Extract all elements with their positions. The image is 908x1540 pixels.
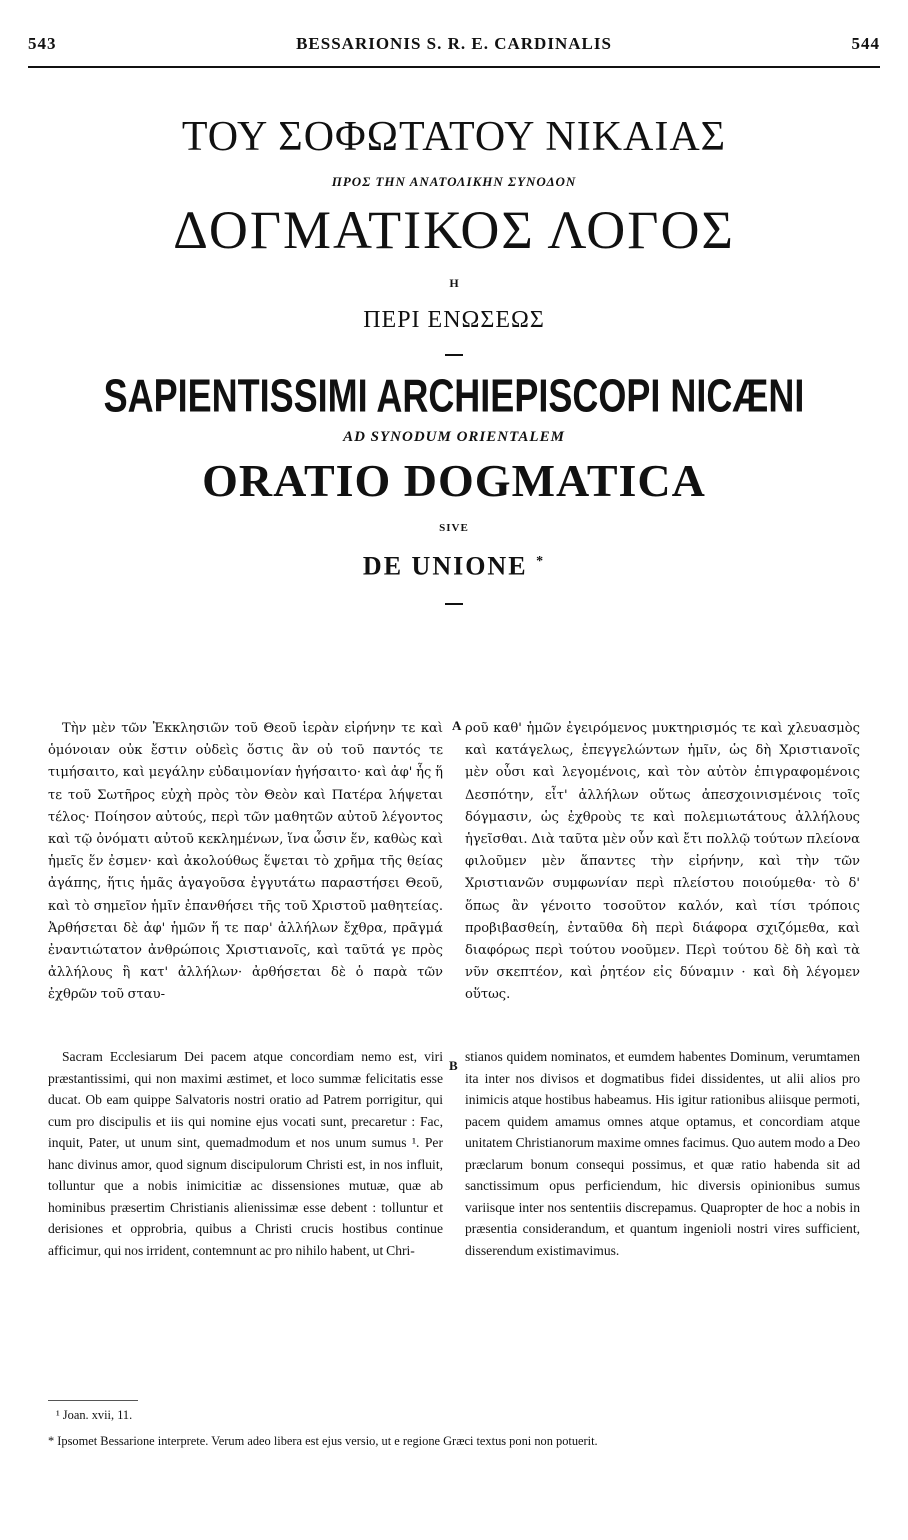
greek-subtitle: ΠΡΟΣ ΤΗΝ ΑΝΑΤΟΛΙΚΗΝ ΣΥΝΟΔΟΝ <box>331 174 577 189</box>
greek-paragraph-right: ροῦ καθ' ἡμῶν ἐγειρόμενος μυκτηρισμός τε καὶ χλευασμὸς καὶ κατάγελως, ἐπεγγελώντων ἡμῖν, ὡς δὴ Χριστιανοῖς μὲν οὖσι καὶ λεγομένοις, καὶ τὸν αὐτὸν ἐπιγραφομένοις Δεσπότην, εἶτ' ἀλλήλων οὕτως ἀπεσχοινισμένοις τοῖς δόγμασιν, ὡς ἐχθροὺς τε καὶ πολεμιωτάτους ἀλλήλους ἡγεῖσθαι. Διὰ ταῦτα μὲν οὖν καὶ ἔτι πολλῷ τούτων πλείονα φιλοῦμεν μὲν ἅπαντες τὴν εἰρήνην, καὶ τὴν τῶν Χριστιανῶν συμφωνίαν περὶ πλείστου ποιούμεθα· τὸ δ' ὅπως ἂν γένοιτο τοσοῦτον καλόν, καὶ τίσι τρόποις προβιβασθείη, ἐνταῦθα δὴ περὶ διάφορα σχιζόμεθα, καὶ διαφόρως περὶ τούτου νοοῦμεν. Περὶ τούτου δὲ δὴ καὶ τὰ νῦν σκεπτέον, καὶ ῥητέον εἰς δύναμιν · καὶ δὴ λέγομεν οὕτως. <box>465 721 860 1003</box>
latin-paragraph-left: Sacram Ecclesiarum Dei pacem atque concordiam nemo est, viri præstantissimi, qui non maximi æstimet, et loco summæ felicitatis esse ducat. Ob eam quippe Salvatoris nostri oratio ad Patrem porrigitur, qui cum pro discipulis et iis qui nomine ejus vocati sunt, precaretur : Fac, inquit, Pater, ut unum sint, quemadmodum et nos unum sumus ¹. Per hanc divinus amor, quod signum discipulorum Christi est, in nos influit, tolluntur que a nobis inimicitiæ ac dissensiones mutuæ, quæ ab hominibus præsertim Christianis alienissimæ esse debent : tolluntur et derisiones et opprobria, quibus a Christi crucis hostibus continue afficimur, qui nos irrident, contemnunt ac pro nihilo habent, ut Chri- <box>48 1049 443 1258</box>
latin-subtitle: AD SYNODUM ORIENTALEM <box>343 429 565 445</box>
column-marker-b: B <box>449 1058 458 1073</box>
greek-title-2: ΔΟΓΜΑΤΙΚΟΣ ΛΟΓΟΣ <box>173 200 735 260</box>
footnote-2: * Ipsomet Bessarione interprete. Verum adeo libera est ejus versio, ut e regione Græci textus poni non potuerit. <box>48 1434 598 1448</box>
title-block <box>0 112 908 605</box>
greek-title-3: ΠΕΡΙ ΕΝΩΣΕΩΣ <box>363 307 545 333</box>
latin-text-right-column <box>465 1046 860 1386</box>
latin-title-2: ORATIO DOGMATICA <box>202 455 706 506</box>
latin-title-1: SAPIENTISSIMI ARCHIEPISCOPI NICÆNI <box>103 368 805 422</box>
page-number-right: 544 <box>851 34 880 53</box>
running-head-title: BESSARIONIS S. R. E. CARDINALIS <box>296 34 612 53</box>
latin-title-3-text: DE UNIONE <box>362 551 528 581</box>
page-number-left: 543 <box>28 34 57 53</box>
footnote-1: ¹ Joan. xvii, 11. <box>56 1408 133 1422</box>
footnote-rule <box>48 1400 138 1401</box>
latin-title-3 <box>0 546 908 583</box>
latin-paragraph-right: stianos quidem nominatos, et eumdem habentes Dominum, verumtamen ita inter nos divisos et dogmatibus fidei dissidentes, ut alii alios pro inimicis atque hostibus habeamus. His igitur rationibus aliisque permoti, pacem quidem amamus omnes atque optamus, et concordiam atque unitatem Christianorum maxime omnes facimus. Quo autem modo a Deo præclarum bonum consequi possimus, et quæ ratio habenda sit ad sanctissimum opus perficiendum, hic diversis opinionibus sumus variisque inter nos sententiis discrepamus. Quapropter de hoc a nobis in præsentia considerandum, et quantum ingenioli nostri vires sufficient, disserendum existimavimus. <box>465 1049 860 1258</box>
column-marker-a: A <box>452 718 462 733</box>
footnote-mark: * <box>536 554 546 569</box>
running-head <box>28 22 880 52</box>
title-divider-2 <box>445 603 463 605</box>
greek-text-right-column <box>465 718 860 1006</box>
latin-text-left-column <box>48 1046 443 1386</box>
title-divider <box>445 354 463 356</box>
greek-title-1: ΤΟΥ ΣΟΦΩΤΑΤΟΥ ΝΙΚΑΙΑΣ <box>181 114 727 160</box>
latin-conjunction: SIVE <box>439 522 469 534</box>
greek-paragraph-left: Τὴν μὲν τῶν Ἐκκλησιῶν τοῦ Θεοῦ ἱερὰν εἰρήνην τε καὶ ὁμόνοιαν οὐκ ἔστιν οὐδεὶς ὅστις ἂν οὐ τοῦ παντός τε τιμήσαιτο, καὶ μεγάλην εὐδαιμονίαν ἡγήσαιτο· καὶ ἀφ' ἧς ἥ τε τοῦ Σωτῆρος εὐχὴ πρὸς τὸν Θεὸν καὶ Πατέρα λήψεται τέλος· Ποίησον αὐτούς, περὶ τῶν μαθητῶν αὐτοῦ λέγοντος καὶ τῷ ὀνόματι αὐτοῦ κεκλημένων, ἵνα ὦσιν ἕν, καθὼς καὶ ἡμεῖς ἕν ἐσμεν· καὶ ἀκολούθως ἕψεται τὸ χρῆμα τῆς θείας ἀγάπης, ἥτις ἡμᾶς ἀγαγοῦσα ἐγγυτάτω παραστήσει Θεοῦ, καὶ τὸ σημεῖον ἡμῖν ἐπανθήσει τῆς τοῦ Χριστοῦ μαθητείας. Ἀρθήσεται δὲ ἀφ' ἡμῶν ἥ τε παρ' ἀλλήλων ἔχθρα, πρᾶγμά ἐναντιώτατον ἀνθρώποις Χριστιανοῖς, καὶ ταῦτά γε πρὸς ἀλλήλους ἢ κατ' ἀλλήλων· ἀρθήσεται δὲ ὁ παρὰ τῶν ἐχθρῶν τοῦ σταυ- <box>48 721 443 1003</box>
header-rule <box>28 66 880 68</box>
greek-conjunction: Η <box>449 276 459 290</box>
greek-text-left-column <box>48 718 443 1006</box>
